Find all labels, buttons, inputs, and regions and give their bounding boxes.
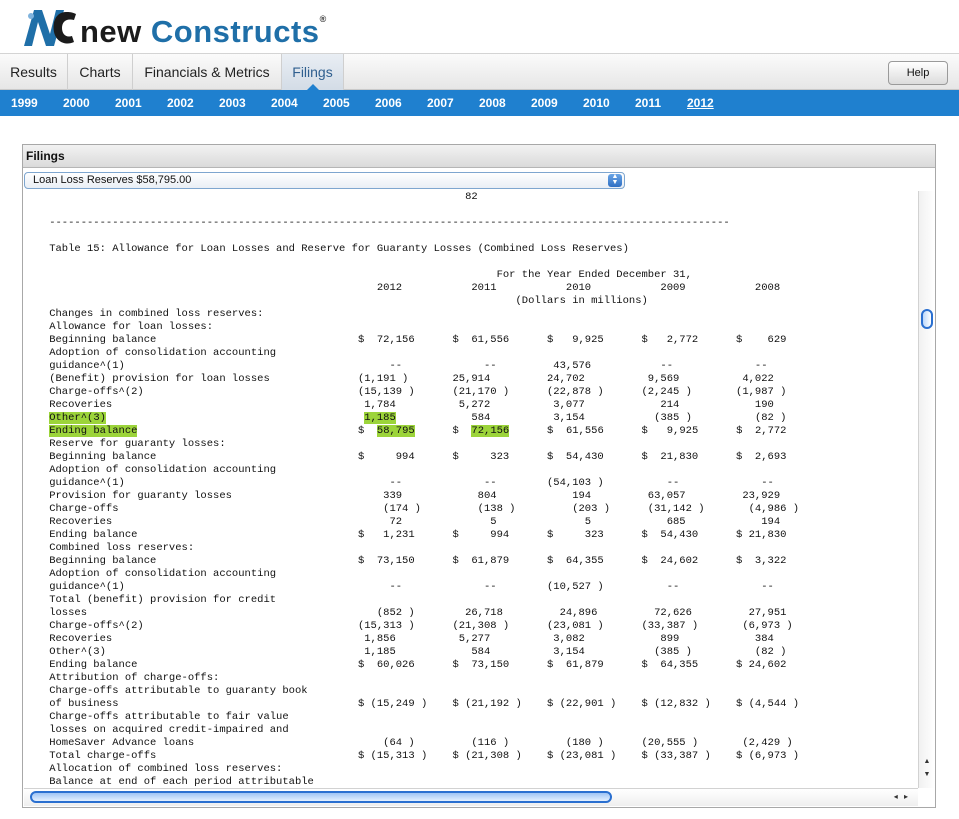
new-constructs-logo[interactable] <box>22 4 327 52</box>
filing-line: Combined loss reserves: <box>24 542 195 554</box>
help-button[interactable]: Help <box>888 61 948 85</box>
highlighted-value: Ending balance <box>49 425 138 437</box>
filing-line: Other^(3) 1,185 584 3,154 (385 ) (82 ) <box>24 646 787 658</box>
year-link-2002[interactable]: 2002 <box>167 96 194 110</box>
filing-line: Ending balance $ 1,231 $ 994 $ 323 $ 54,430 $ 21,830 <box>24 529 787 541</box>
filing-select-value: Loan Loss Reserves $58,795.00 <box>33 174 192 186</box>
year-link-2007[interactable]: 2007 <box>427 96 454 110</box>
vertical-scroll-thumb[interactable] <box>921 309 933 329</box>
filing-line: 82 <box>24 191 478 203</box>
filing-line: 2012 2011 2010 2009 2008 <box>24 282 781 294</box>
filing-line: losses (852 ) 26,718 24,896 72,626 27,951 <box>24 607 787 619</box>
filing-line: Ending balance $ 60,026 $ 73,150 $ 61,879 $ 64,355 $ 24,602 <box>24 659 787 671</box>
year-link-2012[interactable]: 2012 <box>687 96 714 110</box>
tab-filings[interactable]: Filings <box>282 54 344 90</box>
filing-line: guidance^(1) -- -- (54,103 ) -- -- <box>24 477 774 489</box>
highlighted-value: 58,795 <box>376 425 415 437</box>
filing-line: of business $ (15,249 ) $ (21,192 ) $ (22,901 ) $ (12,832 ) $ (4,544 ) <box>24 698 800 710</box>
horizontal-scroll-thumb[interactable] <box>30 791 612 803</box>
registered-mark: ® <box>319 14 327 24</box>
logo-wordmark <box>80 14 327 50</box>
highlighted-value: 72,156 <box>471 425 510 437</box>
filing-line: Total charge-offs $ (15,313 ) $ (21,308 ) $ (23,081 ) $ (33,387 ) $ (6,973 ) <box>24 750 800 762</box>
filing-line: Charge-offs^(2) (15,313 ) (21,308 ) (23,081 ) (33,387 ) (6,973 ) <box>24 620 793 632</box>
filing-line: Beginning balance $ 994 $ 323 $ 54,430 $ 21,830 $ 2,693 <box>24 451 787 463</box>
year-link-2001[interactable]: 2001 <box>115 96 142 110</box>
filing-line: For the Year Ended December 31, <box>24 269 692 281</box>
panel-title: Filings <box>23 145 935 168</box>
filing-line: Charge-offs (174 ) (138 ) (203 ) (31,142 ) (4,986 ) <box>24 503 800 515</box>
filing-line: Recoveries 1,784 5,272 3,077 214 190 <box>24 399 774 411</box>
filing-line: Total (benefit) provision for credit <box>24 594 277 606</box>
horizontal-scroll-arrows-icon[interactable]: ◂ ▸ <box>893 792 910 801</box>
year-link-2009[interactable]: 2009 <box>531 96 558 110</box>
filing-line: Balance at end of each period attributable <box>24 776 314 788</box>
filing-line: ------------------------------------------------------------------------------------------------------------ <box>24 217 730 229</box>
filing-section-select[interactable] <box>24 172 625 189</box>
year-link-2000[interactable]: 2000 <box>63 96 90 110</box>
year-nav-bar <box>0 90 959 116</box>
filing-line: Recoveries 72 5 5 685 194 <box>24 516 781 528</box>
filing-line: Charge-offs attributable to fair value <box>24 711 289 723</box>
logo-word-constructs: Constructs <box>150 14 320 49</box>
year-link-2004[interactable]: 2004 <box>271 96 298 110</box>
filing-text <box>24 191 799 788</box>
filing-line: Adoption of consolidation accounting <box>24 347 277 359</box>
filing-line: Adoption of consolidation accounting <box>24 568 277 580</box>
filing-line: Table 15: Allowance for Loan Losses and Reserve for Guaranty Losses (Combined Loss Reserves) <box>24 243 629 255</box>
tab-results[interactable]: Results <box>0 54 68 90</box>
filing-line: Charge-offs^(2) (15,139 ) (21,170 ) (22,878 ) (2,245 ) (1,987 ) <box>24 386 787 398</box>
filing-line: Recoveries 1,856 5,277 3,082 899 384 <box>24 633 774 645</box>
scroll-up-arrow-icon[interactable]: ▲ <box>923 758 931 765</box>
filing-line: Allocation of combined loss reserves: <box>24 763 283 775</box>
select-updown-icon: ▲ ▼ <box>608 174 622 187</box>
filing-line: guidance^(1) -- -- 43,576 -- -- <box>24 360 768 372</box>
filing-line: Beginning balance $ 72,156 $ 61,556 $ 9,925 $ 2,772 $ 629 <box>24 334 787 346</box>
horizontal-scrollbar[interactable] <box>24 788 918 806</box>
filing-line: Ending balance $ 58,795 $ 72,156 $ 61,556 $ 9,925 $ 2,772 <box>49 425 787 437</box>
filing-line: (Benefit) provision for loan losses (1,191 ) 25,914 24,702 9,569 4,022 <box>24 373 774 385</box>
year-link-2003[interactable]: 2003 <box>219 96 246 110</box>
filing-line: Adoption of consolidation accounting <box>24 464 277 476</box>
vertical-scrollbar[interactable] <box>918 191 935 788</box>
main-tab-bar <box>0 53 959 90</box>
filing-line: HomeSaver Advance loans (64 ) (116 ) (180 ) (20,555 ) (2,429 ) <box>24 737 793 749</box>
tab-charts[interactable]: Charts <box>68 54 133 90</box>
filings-panel <box>22 144 936 808</box>
filing-line: Attribution of charge-offs: <box>24 672 220 684</box>
filing-line: Charge-offs attributable to guaranty book <box>24 685 308 697</box>
nc-logo-mark-icon <box>22 4 80 52</box>
filing-line: Changes in combined loss reserves: <box>24 308 264 320</box>
filing-line: Other^(3) 1,185 584 3,154 (385 ) (82 ) <box>49 412 787 424</box>
filing-line: (Dollars in millions) <box>24 295 648 307</box>
filing-line: Beginning balance $ 73,150 $ 61,879 $ 64,355 $ 24,602 $ 3,322 <box>24 555 787 567</box>
year-link-2010[interactable]: 2010 <box>583 96 610 110</box>
filing-line: Allowance for loan losses: <box>24 321 214 333</box>
year-link-2006[interactable]: 2006 <box>375 96 402 110</box>
year-link-2008[interactable]: 2008 <box>479 96 506 110</box>
tab-financials-metrics[interactable]: Financials & Metrics <box>133 54 282 90</box>
year-link-1999[interactable]: 1999 <box>11 96 38 110</box>
filing-text-viewport[interactable] <box>24 191 919 788</box>
filing-line: guidance^(1) -- -- (10,527 ) -- -- <box>24 581 774 593</box>
year-link-2011[interactable]: 2011 <box>635 96 662 110</box>
highlighted-value: 1,185 <box>364 412 396 424</box>
scroll-down-arrow-icon[interactable]: ▼ <box>923 771 931 778</box>
filing-line: losses on acquired credit-impaired and <box>24 724 289 736</box>
filing-line: Provision for guaranty losses 339 804 194 63,057 23,929 <box>24 490 781 502</box>
year-link-2005[interactable]: 2005 <box>323 96 350 110</box>
highlighted-value: Other^(3) <box>49 412 106 424</box>
filing-line: Reserve for guaranty losses: <box>24 438 226 450</box>
logo-word-new: new <box>80 14 142 49</box>
